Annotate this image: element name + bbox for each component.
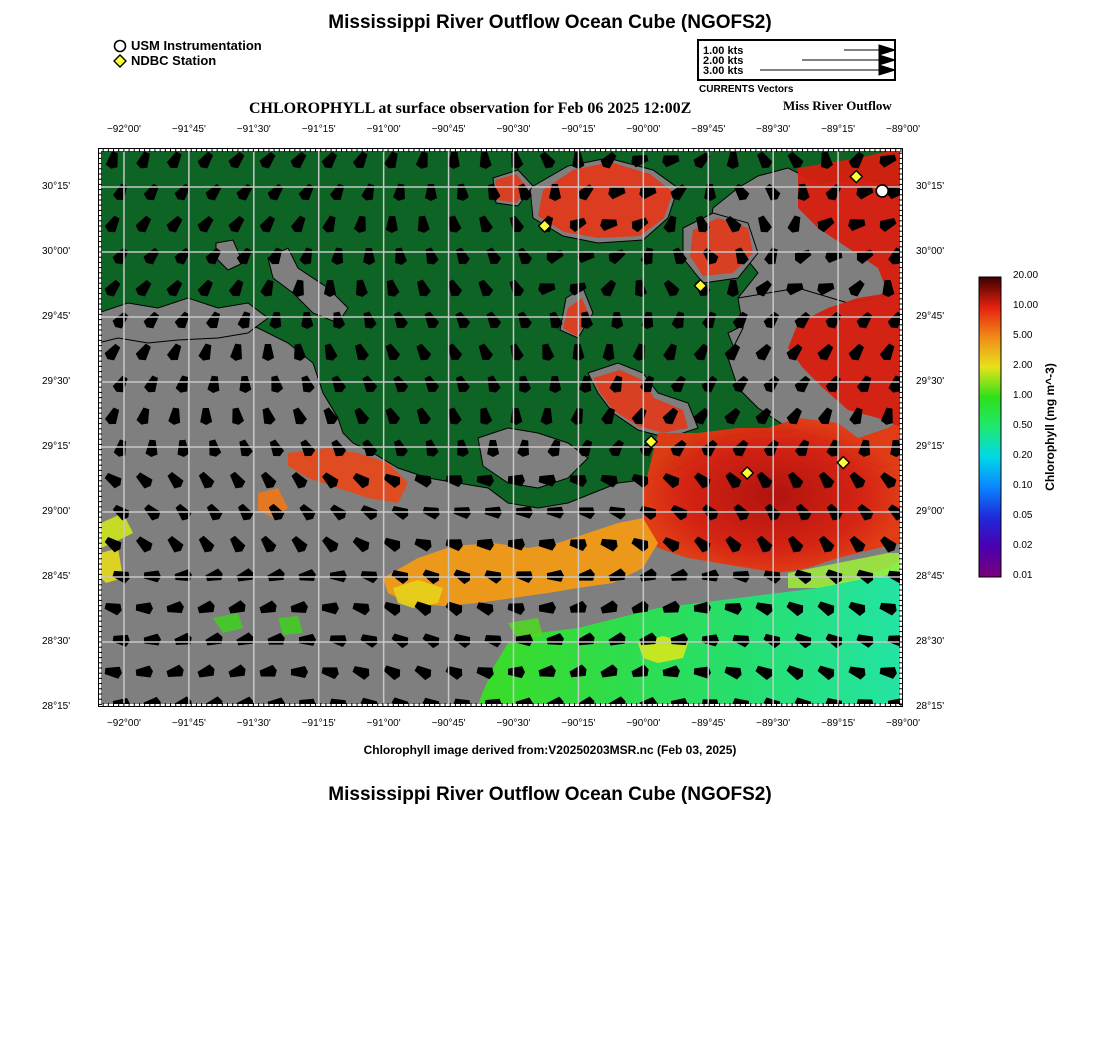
colorbar-tick-label: 2.00 — [1013, 360, 1033, 371]
tick-label: 30°15' — [42, 181, 71, 192]
vectors-caption: CURRENTS Vectors — [699, 84, 794, 95]
colorbar-tick-label: 10.00 — [1013, 300, 1039, 311]
map-panel — [98, 148, 903, 707]
vector-2kt-label: 2.00 kts — [703, 55, 744, 67]
tick-label: −91°45' — [171, 124, 206, 135]
tick-label: 29°00' — [42, 506, 71, 517]
legend-usm — [113, 38, 262, 53]
tick-label: 29°30' — [42, 376, 71, 387]
tick-label: 29°30' — [916, 376, 945, 387]
colorbar-tick-label: 1.00 — [1013, 390, 1033, 401]
tick-label: −91°15' — [301, 124, 336, 135]
tick-label: −89°15' — [821, 124, 856, 135]
tick-label: −90°45' — [431, 124, 466, 135]
colorbar-tick-label: 0.50 — [1013, 420, 1033, 431]
vector-3kt-label: 3.00 kts — [703, 65, 744, 77]
tick-label: 29°00' — [916, 506, 945, 517]
tick-label: −90°30' — [496, 718, 531, 729]
colorbar — [978, 276, 1002, 578]
tick-label: −92°00' — [106, 718, 141, 729]
usm-station-marker[interactable] — [876, 185, 888, 197]
tick-label: −90°00' — [626, 718, 661, 729]
tick-label: −91°00' — [366, 718, 401, 729]
colorbar-tick-label: 0.01 — [1013, 570, 1033, 581]
colorbar-tick-label: 0.10 — [1013, 480, 1033, 491]
outflow-label: Miss River Outflow — [783, 98, 892, 113]
tick-label: 29°15' — [42, 441, 71, 452]
tick-label: 28°15' — [42, 701, 71, 712]
colorbar-tick-label: 0.02 — [1013, 540, 1033, 551]
tick-label: 28°45' — [916, 571, 945, 582]
tick-label: 28°15' — [916, 701, 945, 712]
circle-icon — [113, 39, 127, 53]
tick-label: −89°00' — [886, 718, 920, 729]
tick-label: 29°45' — [42, 311, 71, 322]
tick-label: 30°00' — [42, 246, 71, 257]
page-title: Mississippi River Outflow Ocean Cube (NGOFS2) — [328, 12, 772, 33]
tick-label: −89°30' — [756, 718, 791, 729]
tick-label: −91°00' — [366, 124, 401, 135]
tick-label: −90°00' — [626, 124, 661, 135]
lat-ticks-right — [903, 0, 963, 1050]
tick-label: −91°15' — [301, 718, 336, 729]
colorbar-tick-label: 20.00 — [1013, 270, 1039, 281]
tick-label: −92°00' — [106, 124, 141, 135]
lat-ticks-left — [0, 0, 98, 1050]
tick-label: 28°45' — [42, 571, 71, 582]
tick-label: −91°45' — [171, 718, 206, 729]
page-title-2: Mississippi River Outflow Ocean Cube (NGOFS2) — [328, 784, 772, 805]
tick-label: −89°45' — [691, 124, 726, 135]
colorbar-title: Chlorophyll (mg m^-3) — [1043, 363, 1058, 491]
tick-label: −91°30' — [236, 718, 271, 729]
legend-ndbc — [113, 53, 216, 68]
tick-label: −90°15' — [561, 124, 596, 135]
diamond-icon — [113, 54, 127, 68]
colorbar-tick-label: 0.05 — [1013, 510, 1033, 521]
tick-label: 28°30' — [916, 636, 945, 647]
source-caption: Chlorophyll image derived from:V20250203MSR.nc (Feb 03, 2025) — [363, 743, 737, 757]
tick-label: −89°15' — [821, 718, 856, 729]
tick-label: −89°45' — [691, 718, 726, 729]
legend-usm-label: USM Instrumentation — [131, 38, 262, 53]
vector-1kt-label: 1.00 kts — [703, 45, 744, 57]
vectors-legend — [697, 39, 896, 81]
tick-label: 30°15' — [916, 181, 945, 192]
colorbar-tick-label: 0.20 — [1013, 450, 1033, 461]
tick-label: −90°15' — [561, 718, 596, 729]
tick-label: −90°45' — [431, 718, 466, 729]
colorbar-tick-label: 5.00 — [1013, 330, 1033, 341]
vector-scale-arrows — [699, 41, 894, 79]
tick-label: 30°00' — [916, 246, 945, 257]
tick-label: −90°30' — [496, 124, 531, 135]
tick-label: −89°00' — [886, 124, 920, 135]
tick-label: −89°30' — [756, 124, 791, 135]
tick-label: 29°45' — [916, 311, 945, 322]
tick-label: 29°15' — [916, 441, 945, 452]
tick-label: 28°30' — [42, 636, 71, 647]
legend-ndbc-label: NDBC Station — [131, 53, 217, 68]
tick-label: −91°30' — [236, 124, 271, 135]
map-subtitle: CHLOROPHYLL at surface observation for Feb 06 2025 12:00Z — [249, 100, 692, 117]
